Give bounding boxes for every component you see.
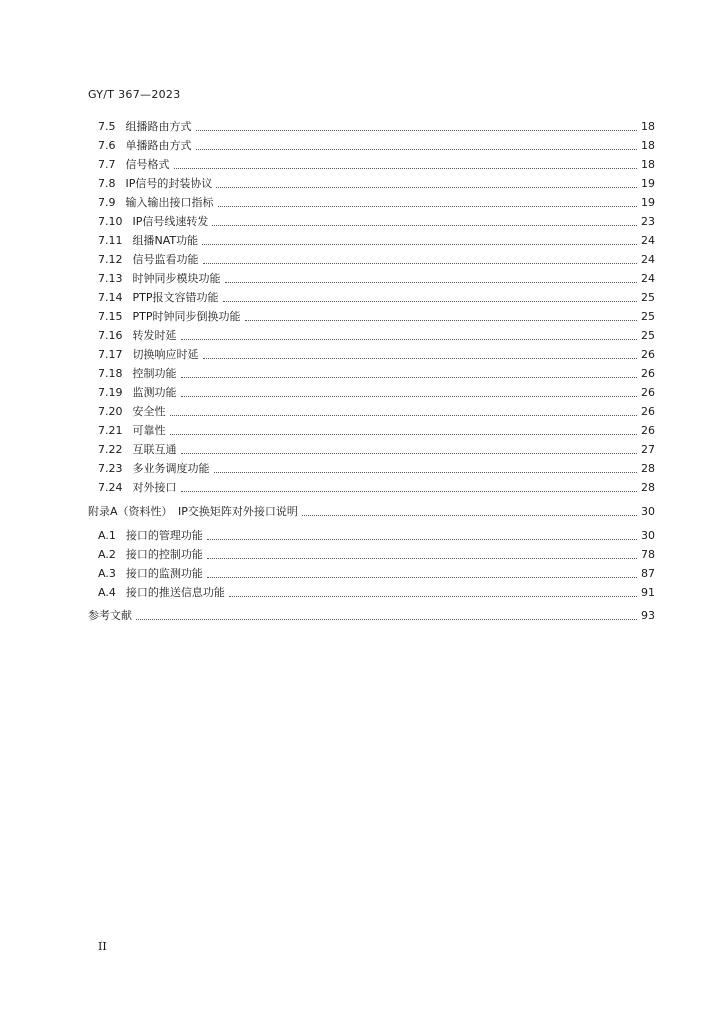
toc-entry-title: 安全性 (132, 405, 166, 418)
toc-entry[interactable] (98, 584, 655, 600)
toc-dot-leader (181, 490, 638, 492)
toc-entry-page: 24 (641, 234, 655, 247)
toc-entry[interactable] (98, 327, 655, 343)
toc-entry-title: 信号格式 (125, 158, 170, 171)
toc-entry-page: 25 (641, 329, 655, 342)
toc-entry[interactable] (98, 194, 655, 210)
toc-entry-number: 7.16 (98, 329, 123, 342)
toc-entry-number: 7.21 (98, 424, 123, 437)
toc-entry[interactable] (98, 251, 655, 267)
toc-entry[interactable] (98, 479, 655, 495)
toc-entry-title: 接口的监测功能 (125, 567, 203, 580)
toc-dot-leader (136, 618, 637, 620)
toc-entry-title: 转发时延 (132, 329, 177, 342)
toc-entry-number: A.4 (98, 586, 116, 599)
toc-entry-title: PTP报文容错功能 (132, 291, 219, 304)
toc-entry-title: IP信号线速转发 (132, 215, 209, 228)
toc-entry-title: 对外接口 (132, 481, 177, 494)
toc-entry-title: 控制功能 (132, 367, 177, 380)
toc-entry-page: 87 (641, 567, 655, 580)
document-code-header: GY/T 367—2023 (88, 88, 181, 101)
toc-dot-leader (214, 471, 638, 473)
toc-entry-page: 91 (641, 586, 655, 599)
toc-entry-title: 可靠性 (132, 424, 166, 437)
toc-entry-title: IP信号的封装协议 (125, 177, 213, 190)
toc-entry-number: 7.22 (98, 443, 123, 456)
toc-entry-page: 93 (641, 609, 655, 622)
toc-entry-title: 接口的管理功能 (125, 529, 203, 542)
toc-dot-leader (181, 376, 638, 378)
toc-dot-leader (174, 167, 638, 169)
toc-dot-leader (203, 357, 638, 359)
toc-entry-number: 7.12 (98, 253, 123, 266)
toc-dot-leader (216, 186, 637, 188)
toc-entry[interactable] (98, 365, 655, 381)
toc-entry[interactable] (88, 607, 655, 623)
toc-entry-page: 30 (641, 529, 655, 542)
toc-entry-number: 7.6 (98, 139, 116, 152)
toc-entry-title: 时钟同步模块功能 (132, 272, 221, 285)
toc-dot-leader (181, 338, 638, 340)
toc-entry[interactable] (98, 546, 655, 562)
toc-entry-number: 7.7 (98, 158, 116, 171)
toc-entry-number: 7.18 (98, 367, 123, 380)
toc-entry-number: 7.24 (98, 481, 123, 494)
toc-entry-title: PTP时钟同步倒换功能 (132, 310, 241, 323)
toc-dot-leader (229, 595, 637, 597)
toc-entry-title: 输入输出接口指标 (125, 196, 214, 209)
toc-dot-leader (218, 205, 638, 207)
toc-dot-leader (225, 281, 638, 283)
toc-dot-leader (207, 557, 637, 559)
toc-entry-page: 26 (641, 348, 655, 361)
toc-entry-title: 信号监看功能 (132, 253, 199, 266)
toc-entry-title: 多业务调度功能 (132, 462, 210, 475)
toc-dot-leader (207, 538, 637, 540)
toc-entry[interactable] (98, 156, 655, 172)
toc-entry-title: 互联互通 (132, 443, 177, 456)
toc-entry-number: 7.5 (98, 120, 116, 133)
toc-entry-page: 26 (641, 405, 655, 418)
toc-entry[interactable] (98, 441, 655, 457)
toc-entry-title: 组播路由方式 (125, 120, 192, 133)
toc-entry-page: 18 (641, 120, 655, 133)
toc-entry-number: 7.9 (98, 196, 116, 209)
toc-dot-leader (181, 395, 638, 397)
toc-entry-page: 28 (641, 462, 655, 475)
toc-entry-page: 27 (641, 443, 655, 456)
toc-entry[interactable] (98, 422, 655, 438)
toc-dot-leader (245, 319, 638, 321)
toc-entry-number: 7.23 (98, 462, 123, 475)
toc-entry[interactable] (98, 565, 655, 581)
toc-entry-page: 26 (641, 386, 655, 399)
toc-dot-leader (196, 129, 638, 131)
toc-entry-page: 26 (641, 424, 655, 437)
toc-entry[interactable] (98, 270, 655, 286)
toc-dot-leader (207, 576, 637, 578)
toc-entry[interactable] (98, 175, 655, 191)
toc-entry-title: 监测功能 (132, 386, 177, 399)
toc-entry[interactable] (98, 213, 655, 229)
toc-dot-leader (202, 243, 637, 245)
toc-entry-number: A.3 (98, 567, 116, 580)
toc-entry-page: 24 (641, 272, 655, 285)
toc-entry[interactable] (98, 403, 655, 419)
toc-entry-page: 26 (641, 367, 655, 380)
toc-entry-number: 7.14 (98, 291, 123, 304)
toc-entry-number: A.1 (98, 529, 116, 542)
toc-entry-page: 28 (641, 481, 655, 494)
toc-dot-leader (170, 414, 638, 416)
toc-dot-leader (203, 262, 638, 264)
toc-entry-number: A.2 (98, 548, 116, 561)
toc-entry-title: 接口的控制功能 (125, 548, 203, 561)
toc-entry-title: 组播NAT功能 (132, 234, 199, 247)
toc-entry[interactable] (98, 527, 655, 543)
toc-entry-number: 7.15 (98, 310, 123, 323)
toc-entry-title: 接口的推送信息功能 (125, 586, 225, 599)
toc-entry-page: 18 (641, 139, 655, 152)
toc-entry[interactable] (98, 346, 655, 362)
toc-entry-number: 7.19 (98, 386, 123, 399)
toc-entry-title: 参考文献 (88, 609, 132, 622)
toc-entry-number: 7.8 (98, 177, 116, 190)
toc-entry[interactable] (98, 460, 655, 476)
toc-entry-page: 18 (641, 158, 655, 171)
toc-entry-title: 切换响应时延 (132, 348, 199, 361)
toc-entry-number: 7.10 (98, 215, 123, 228)
toc-entry-page: 25 (641, 291, 655, 304)
toc-entry-number: 7.17 (98, 348, 123, 361)
toc-dot-leader (196, 148, 638, 150)
toc-entry-page: 19 (641, 196, 655, 209)
toc-entry[interactable] (98, 289, 655, 305)
toc-entry-page: 24 (641, 253, 655, 266)
toc-dot-leader (181, 452, 638, 454)
toc-dot-leader (212, 224, 637, 226)
toc-entry[interactable] (98, 137, 655, 153)
toc-entry-page: 23 (641, 215, 655, 228)
toc-entry-page: 25 (641, 310, 655, 323)
toc-dot-leader (170, 433, 638, 435)
toc-entry[interactable] (88, 503, 655, 519)
toc-dot-leader (302, 514, 637, 516)
toc-entry[interactable] (98, 308, 655, 324)
toc-dot-leader (223, 300, 638, 302)
toc-entry-number: 7.11 (98, 234, 123, 247)
toc-entry-page: 78 (641, 548, 655, 561)
toc-entry-title: 单播路由方式 (125, 139, 192, 152)
toc-entry-number: 7.13 (98, 272, 123, 285)
toc-entry-title: 附录A（资料性） IP交换矩阵对外接口说明 (88, 505, 298, 518)
toc-entry-page: 19 (641, 177, 655, 190)
page-number-footer: II (98, 940, 107, 953)
toc-entry-page: 30 (641, 505, 655, 518)
toc-entry[interactable] (98, 118, 655, 134)
toc-entry[interactable] (98, 384, 655, 400)
toc-entry-number: 7.20 (98, 405, 123, 418)
toc-entry[interactable] (98, 232, 655, 248)
